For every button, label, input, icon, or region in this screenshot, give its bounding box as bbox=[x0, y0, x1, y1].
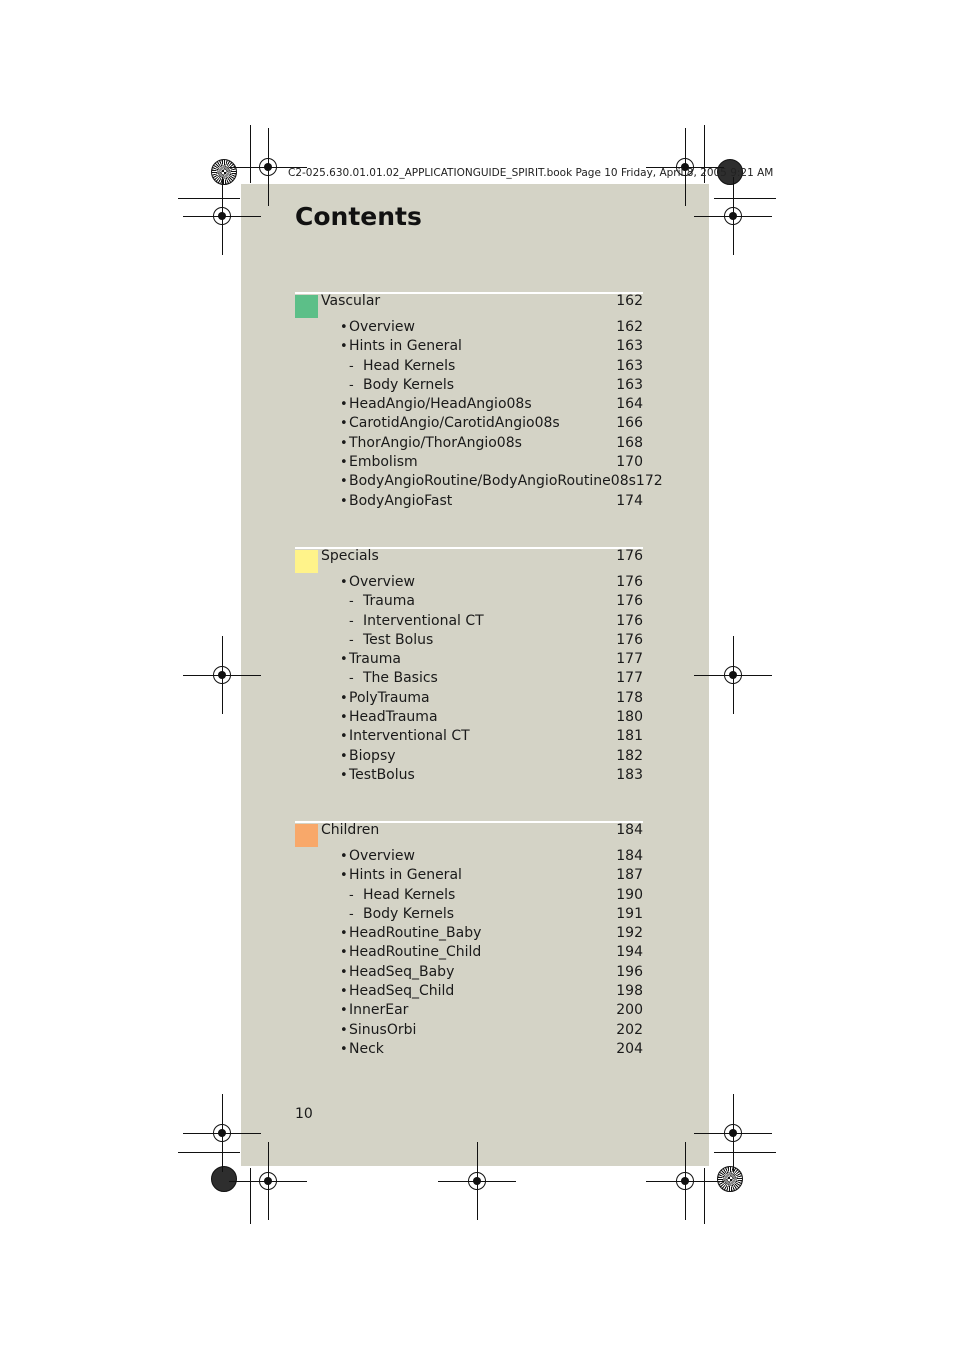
toc-entry-page: 204 bbox=[616, 1040, 643, 1057]
section-title: Children bbox=[321, 822, 380, 838]
bullet-icon: • bbox=[340, 1003, 348, 1019]
toc-entry-page: 176 bbox=[616, 574, 643, 590]
toc-entry-page: 181 bbox=[616, 728, 643, 745]
page-title: Contents bbox=[295, 202, 422, 231]
toc-entry-page: 163 bbox=[616, 357, 643, 374]
toc-entry-label: HeadRoutine_Baby bbox=[349, 925, 482, 942]
toc-entry[interactable] bbox=[295, 1021, 643, 1040]
bullet-icon: • bbox=[340, 984, 348, 1000]
toc-entry-page: 176 bbox=[616, 612, 643, 629]
bullet-icon: • bbox=[340, 690, 348, 706]
toc-entry-label: Interventional CT bbox=[349, 728, 470, 745]
crosshair-icon bbox=[720, 662, 746, 688]
dash-icon: - bbox=[349, 671, 354, 687]
toc-entry-label: Interventional CT bbox=[363, 612, 484, 629]
toc-entry[interactable] bbox=[295, 357, 643, 376]
toc-entry-label: Trauma bbox=[349, 651, 401, 668]
registration-star-icon bbox=[717, 1166, 743, 1192]
toc-entry-label: Body Kernels bbox=[363, 376, 455, 393]
toc-entry-page: 194 bbox=[616, 944, 643, 961]
registration-star-icon bbox=[211, 159, 237, 185]
toc-entry[interactable] bbox=[295, 337, 643, 356]
toc-entry[interactable] bbox=[295, 963, 643, 982]
toc-entry-label: Test Bolus bbox=[363, 631, 434, 648]
bullet-icon: • bbox=[340, 397, 348, 413]
dash-icon: - bbox=[349, 594, 354, 610]
bullet-icon: • bbox=[340, 710, 348, 726]
toc-entry[interactable] bbox=[295, 708, 643, 727]
toc-entry-page: 190 bbox=[616, 886, 643, 903]
file-header-line: C2-025.630.01.01.02_APPLICATIONGUIDE_SPIRIT.book Page 10 Friday, April 8, 2005 9:21 AM bbox=[288, 167, 774, 179]
toc-entry-page: 163 bbox=[616, 338, 643, 355]
bullet-icon: • bbox=[340, 416, 348, 432]
crosshair-icon bbox=[209, 1120, 235, 1146]
toc-entry-label: SinusOrbi bbox=[349, 1021, 417, 1038]
toc-entry-label: TestBolus bbox=[349, 766, 415, 783]
dash-icon: - bbox=[349, 632, 354, 648]
toc-entry[interactable] bbox=[295, 982, 643, 1001]
toc-entry[interactable] bbox=[295, 631, 643, 650]
toc-entry[interactable] bbox=[295, 414, 643, 433]
toc-entry[interactable] bbox=[295, 727, 643, 746]
section-page: 162 bbox=[616, 293, 643, 309]
bullet-icon: • bbox=[340, 1022, 348, 1038]
toc-entry-label: HeadAngio/HeadAngio08s bbox=[349, 396, 532, 413]
toc-entry[interactable] bbox=[295, 472, 663, 491]
page-number: 10 bbox=[295, 1106, 313, 1122]
section-heading[interactable] bbox=[321, 548, 643, 568]
crosshair-icon bbox=[720, 203, 746, 229]
toc-entry-label: Body Kernels bbox=[363, 905, 455, 922]
bullet-icon: • bbox=[340, 748, 348, 764]
toc-entry-label: The Basics bbox=[363, 670, 438, 687]
toc-entry-page: 202 bbox=[616, 1021, 643, 1038]
toc-entry-label: Neck bbox=[349, 1040, 384, 1057]
section-title: Vascular bbox=[321, 293, 381, 309]
bullet-icon: • bbox=[340, 455, 348, 471]
toc-entry[interactable] bbox=[295, 905, 643, 924]
toc-entry-label: Biopsy bbox=[349, 747, 396, 764]
toc-entry-page: 187 bbox=[616, 867, 643, 884]
dash-icon: - bbox=[349, 613, 354, 629]
toc-entry-page: 177 bbox=[616, 670, 643, 687]
section-heading[interactable] bbox=[321, 822, 643, 842]
crosshair-icon bbox=[464, 1168, 490, 1194]
toc-entry[interactable] bbox=[295, 395, 643, 414]
section-page: 184 bbox=[616, 822, 643, 838]
toc-entry-page: 196 bbox=[616, 963, 643, 980]
toc-entry-label: Head Kernels bbox=[363, 357, 456, 374]
section-title: Specials bbox=[321, 548, 379, 564]
toc-entry-page: 191 bbox=[616, 905, 643, 922]
toc-entry-page: 200 bbox=[616, 1002, 643, 1019]
toc-entry-label: Overview bbox=[349, 319, 415, 335]
toc-entry-page: 198 bbox=[616, 983, 643, 1000]
toc-entry-page: 168 bbox=[616, 434, 643, 451]
bullet-icon: • bbox=[340, 767, 348, 783]
bullet-icon: • bbox=[340, 493, 348, 509]
toc-entry-label: ThorAngio/ThorAngio08s bbox=[349, 434, 522, 451]
toc-entry-page: 192 bbox=[616, 925, 643, 942]
toc-entries bbox=[295, 573, 643, 785]
toc-entry-label: Trauma bbox=[363, 593, 415, 610]
section-color-swatch bbox=[295, 550, 318, 573]
toc-entry-label: PolyTrauma bbox=[349, 689, 430, 706]
toc-entry[interactable] bbox=[295, 943, 643, 962]
toc-entry-page: 163 bbox=[616, 376, 643, 393]
bullet-icon: • bbox=[340, 964, 348, 980]
toc-entry-page: 183 bbox=[616, 766, 643, 783]
section-page: 176 bbox=[616, 548, 643, 564]
toc-entry[interactable] bbox=[295, 866, 643, 885]
registration-star-icon bbox=[211, 1166, 237, 1192]
bullet-icon: • bbox=[340, 652, 348, 668]
toc-entry-label: Embolism bbox=[349, 454, 418, 471]
crosshair-icon bbox=[720, 1120, 746, 1146]
toc-entry-label: Overview bbox=[349, 848, 415, 864]
toc-entry[interactable] bbox=[295, 453, 643, 472]
toc-entry-label: HeadSeq_Baby bbox=[349, 963, 455, 980]
dash-icon: - bbox=[349, 887, 354, 903]
toc-entry[interactable] bbox=[295, 886, 643, 905]
toc-entry-page: 182 bbox=[616, 747, 643, 764]
toc-entry-label: HeadRoutine_Child bbox=[349, 944, 482, 961]
toc-entry[interactable] bbox=[295, 492, 643, 511]
bullet-icon: • bbox=[340, 339, 348, 355]
toc-entry-label: BodyAngioFast bbox=[349, 492, 453, 509]
toc-entry[interactable] bbox=[295, 1040, 643, 1059]
toc-entry-label: Overview bbox=[349, 574, 415, 590]
toc-entry-label: Hints in General bbox=[349, 338, 462, 355]
toc-entry[interactable] bbox=[295, 747, 643, 766]
bullet-icon: • bbox=[340, 926, 348, 942]
toc-entry[interactable] bbox=[295, 592, 643, 611]
bullet-icon: • bbox=[340, 1041, 348, 1057]
toc-entry-page: 180 bbox=[616, 709, 643, 726]
dash-icon: - bbox=[349, 906, 354, 922]
toc-entry-label: HeadTrauma bbox=[349, 709, 438, 726]
section-color-swatch bbox=[295, 824, 318, 847]
toc-entry-label: CarotidAngio/CarotidAngio08s bbox=[349, 415, 560, 432]
crosshair-icon bbox=[255, 154, 281, 180]
toc-entry[interactable] bbox=[295, 434, 643, 453]
crosshair-icon bbox=[209, 203, 235, 229]
toc-entry[interactable] bbox=[295, 766, 643, 785]
bullet-icon: • bbox=[340, 729, 348, 745]
toc-entry[interactable] bbox=[295, 573, 643, 592]
toc-entry[interactable] bbox=[295, 376, 643, 395]
crosshair-icon bbox=[255, 1168, 281, 1194]
bullet-icon: • bbox=[340, 474, 348, 490]
toc-entry[interactable] bbox=[295, 669, 643, 688]
toc-entry-label: HeadSeq_Child bbox=[349, 983, 455, 1000]
toc-entry-page: 170 bbox=[616, 454, 643, 471]
toc-entry-label: Hints in General bbox=[349, 867, 462, 884]
toc-entry[interactable] bbox=[295, 612, 643, 631]
toc-entry-label: BodyAngioRoutine/BodyAngioRoutine08s bbox=[349, 473, 636, 490]
dash-icon: - bbox=[349, 377, 354, 393]
toc-entry[interactable] bbox=[295, 847, 643, 866]
dash-icon: - bbox=[349, 358, 354, 374]
toc-entry-page: 166 bbox=[616, 415, 643, 432]
toc-entry-page: 162 bbox=[616, 319, 643, 335]
toc-entry[interactable] bbox=[295, 689, 643, 708]
toc-entry-page: 177 bbox=[616, 651, 643, 668]
toc-entries bbox=[295, 318, 663, 511]
bullet-icon: • bbox=[340, 849, 348, 864]
section-color-swatch bbox=[295, 295, 318, 318]
toc-entry-page: 174 bbox=[616, 492, 643, 509]
toc-entry-label: InnerEar bbox=[349, 1002, 409, 1019]
bullet-icon: • bbox=[340, 575, 348, 590]
toc-entry[interactable] bbox=[295, 318, 643, 337]
toc-entry-page: 172 bbox=[635, 473, 663, 490]
toc-entry[interactable] bbox=[295, 1001, 643, 1020]
crosshair-icon bbox=[209, 662, 235, 688]
bullet-icon: • bbox=[340, 435, 348, 451]
toc-entries bbox=[295, 847, 643, 1059]
crosshair-icon bbox=[672, 1168, 698, 1194]
toc-entry-page: 184 bbox=[616, 848, 643, 864]
bullet-icon: • bbox=[340, 320, 348, 335]
toc-entry-label: Head Kernels bbox=[363, 886, 456, 903]
toc-entry-page: 164 bbox=[616, 396, 643, 413]
bullet-icon: • bbox=[340, 945, 348, 961]
toc-entry-page: 176 bbox=[616, 593, 643, 610]
toc-entry[interactable] bbox=[295, 650, 643, 669]
section-heading[interactable] bbox=[321, 293, 643, 313]
bullet-icon: • bbox=[340, 868, 348, 884]
toc-entry-page: 178 bbox=[616, 689, 643, 706]
toc-entry-page: 176 bbox=[616, 631, 643, 648]
toc-entry[interactable] bbox=[295, 924, 643, 943]
